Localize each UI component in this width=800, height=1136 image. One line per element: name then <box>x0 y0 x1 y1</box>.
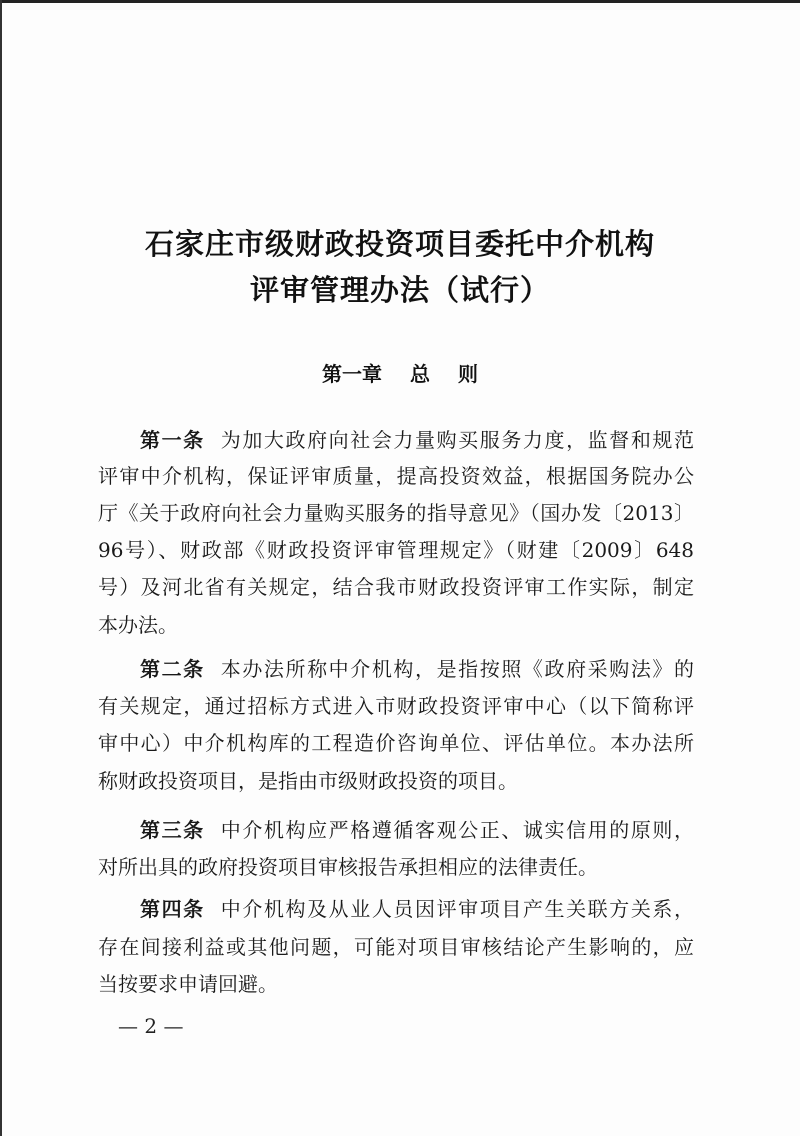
article-1-label: 第一条 <box>140 428 205 452</box>
article-4-line-1: 第四条 中介机构及从业人员因评审项目产生关联方关系， <box>140 897 694 921</box>
document-title-line-1: 石家庄市级财政投资项目委托中介机构 <box>144 227 655 261</box>
article-4-label: 第四条 <box>140 897 205 921</box>
article-2-line-2: 有关规定，通过招标方式进入市财政投资评审中心（以下简称评 <box>98 694 694 718</box>
document-title-line-2: 评审管理办法（试行） <box>249 273 550 307</box>
article-4-line-3: 当按要求申请回避。 <box>98 972 278 996</box>
article-3-line-2: 对所出具的政府投资项目审核报告承担相应的法律责任。 <box>98 855 598 879</box>
article-1-line-3: 厅《关于政府向社会力量购买服务的指导意见》（国办发〔2013〕 <box>98 501 694 525</box>
page-number: — 2 — <box>118 1014 184 1038</box>
article-1-line-5: 号）及河北省有关规定，结合我市财政投资评审工作实际，制定 <box>98 575 694 599</box>
scan-edge-top <box>0 0 800 3</box>
chapter-title-char-2: 则 <box>458 362 478 386</box>
scan-edge-left <box>0 0 2 1136</box>
article-3-line-1: 第三条 中介机构应严格遵循客观公正、诚实信用的原则， <box>140 818 694 842</box>
article-3-label: 第三条 <box>140 818 205 842</box>
chapter-heading <box>0 358 800 387</box>
article-2-line-3: 审中心）中介机构库的工程造价咨询单位、评估单位。本办法所 <box>98 731 694 755</box>
article-2-label: 第二条 <box>140 657 205 681</box>
article-4-line-2: 存在间接利益或其他问题，可能对项目审核结论产生影响的，应 <box>98 935 694 959</box>
article-2-line-1: 第二条 本办法所称中介机构，是指按照《政府采购法》的 <box>140 657 694 681</box>
article-1-line-1: 第一条 为加大政府向社会力量购买服务力度，监督和规范 <box>140 428 694 452</box>
chapter-number: 第一章 <box>322 362 382 386</box>
article-1-line-2: 评审中介机构，保证评审质量，提高投资效益，根据国务院办公 <box>98 464 694 488</box>
article-1-line-6: 本办法。 <box>98 613 178 637</box>
article-2-line-4: 称财政投资项目，是指由市级财政投资的项目。 <box>98 769 518 793</box>
chapter-title-char-1: 总 <box>410 362 430 386</box>
article-1-line-4: 96号）、财政部《财政投资评审管理规定》（财建〔2009〕648 <box>98 538 694 562</box>
